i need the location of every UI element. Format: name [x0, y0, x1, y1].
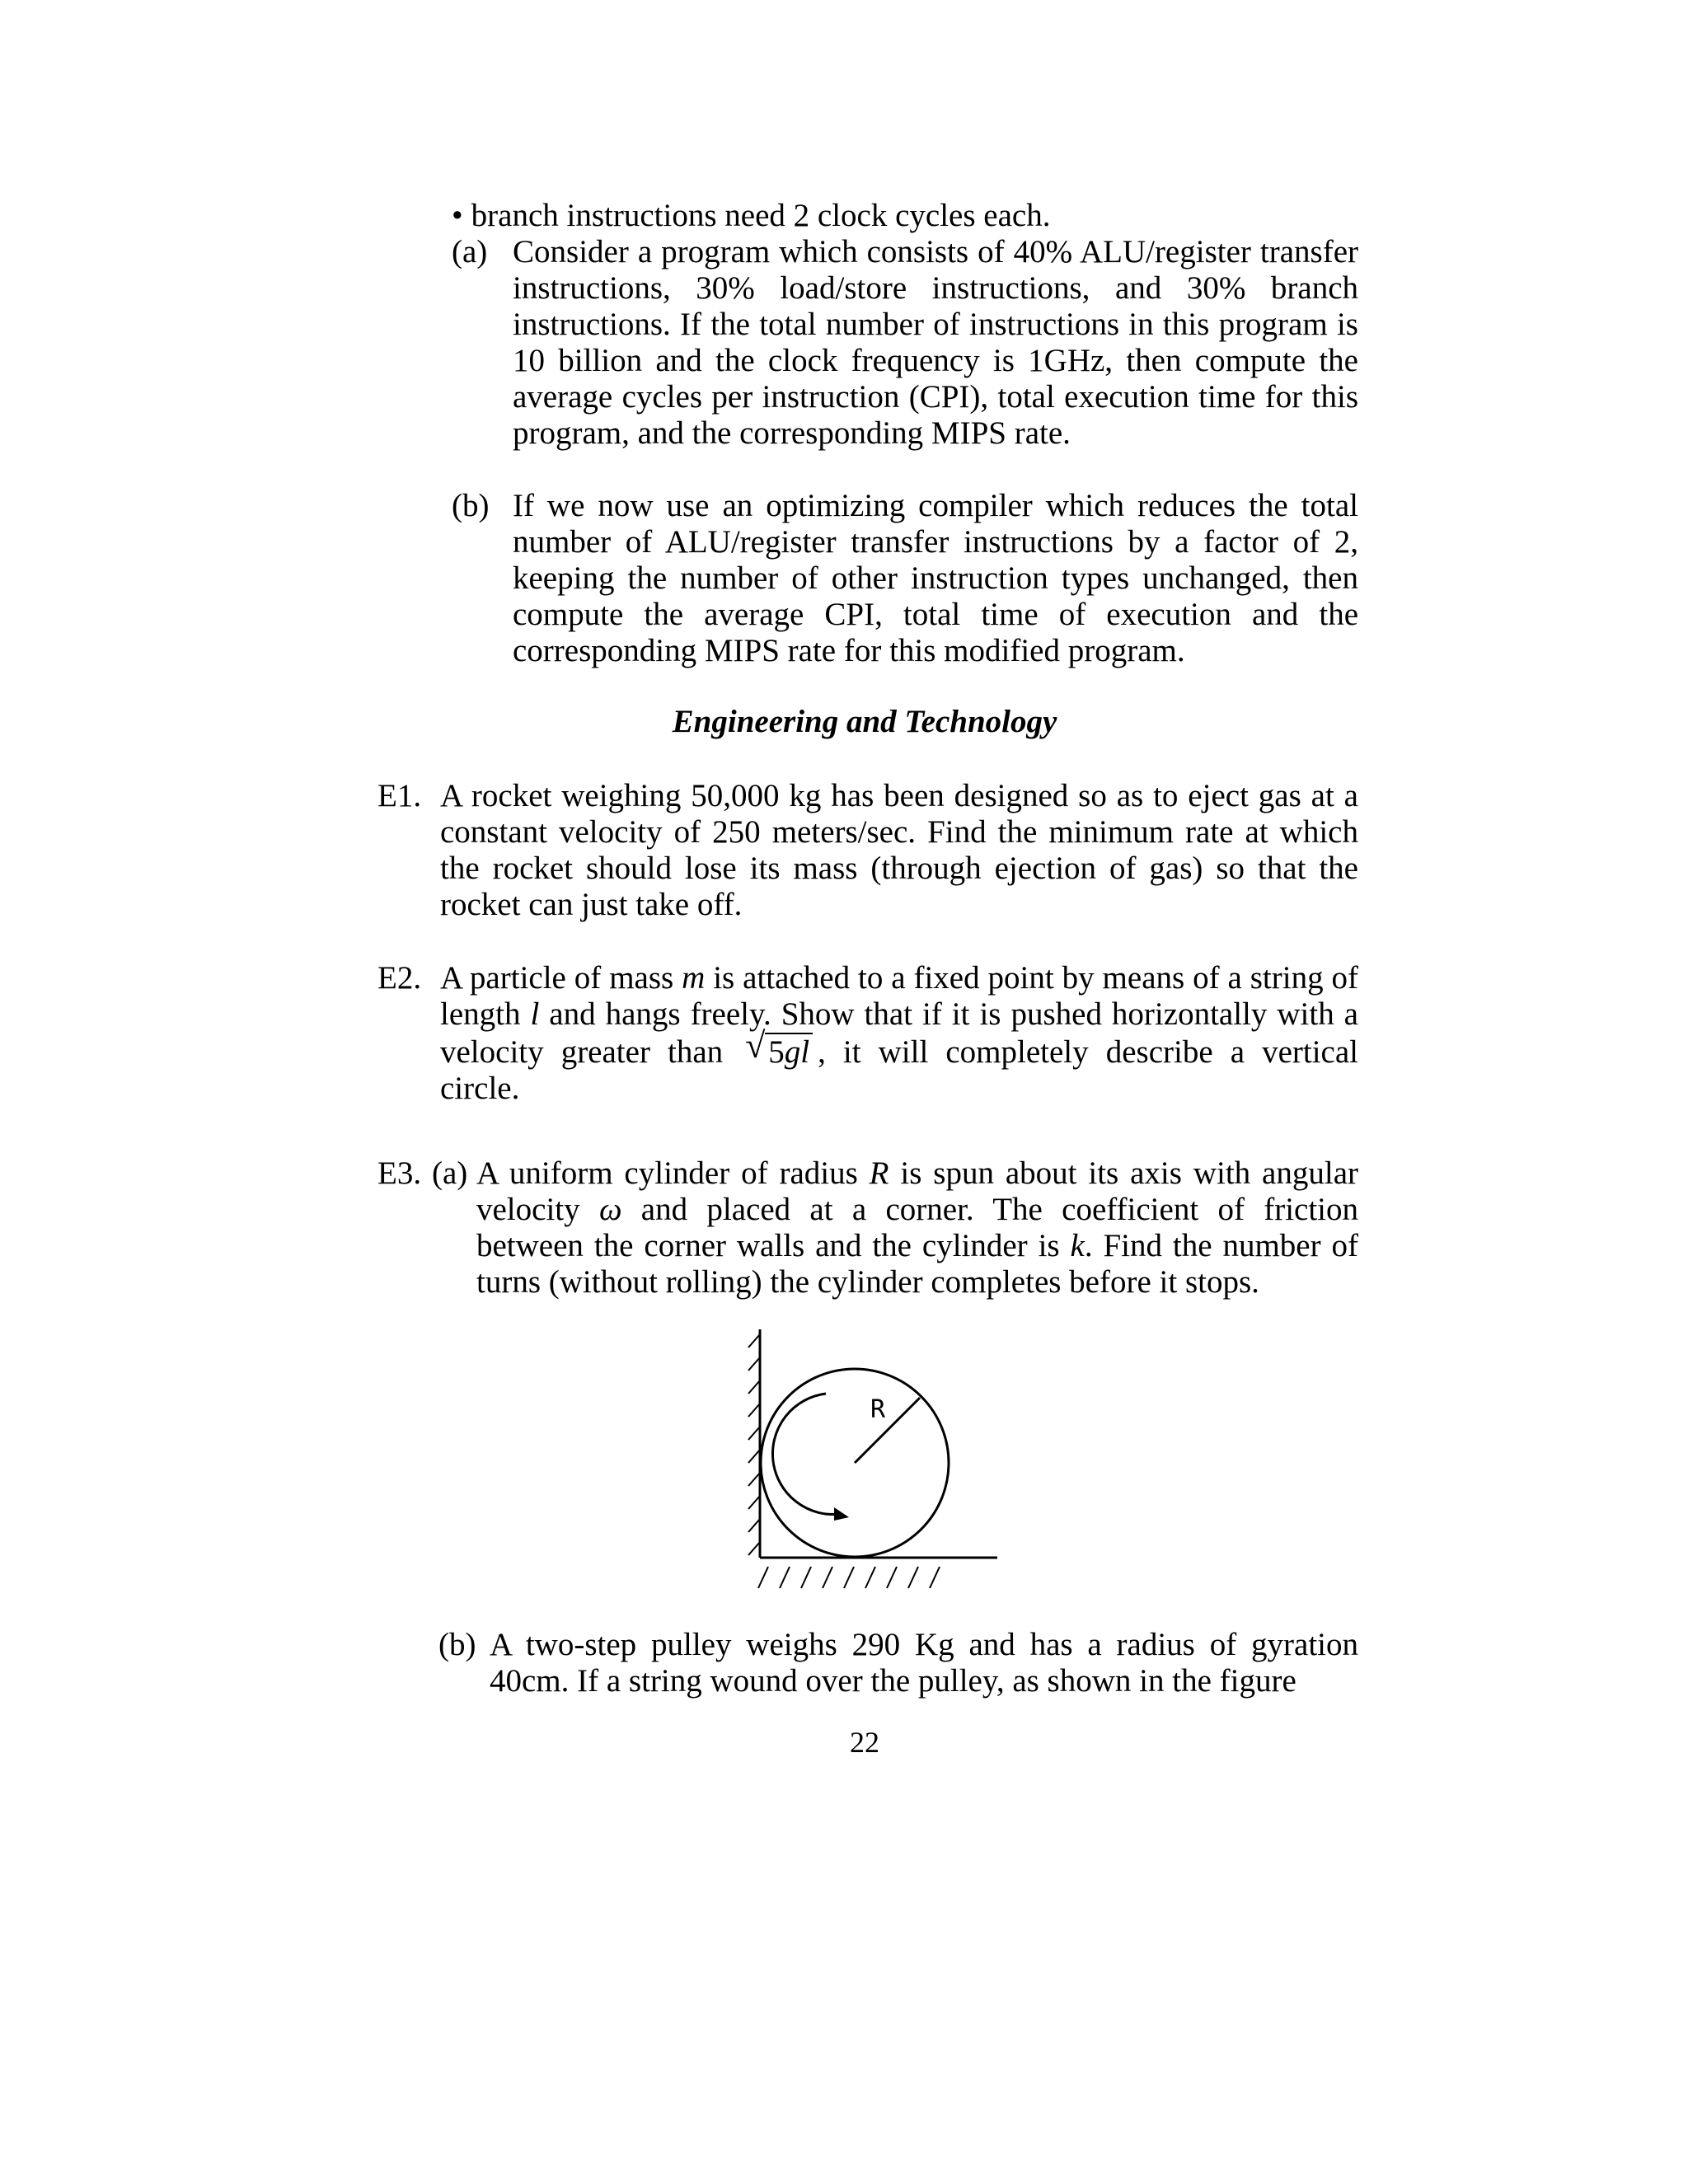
e2-text-1: A particle of mass — [440, 960, 674, 996]
e2-var-l: l — [530, 996, 540, 1032]
e3-a-text — [476, 1155, 1358, 1301]
e2-var-m: m — [682, 960, 706, 996]
e2-text — [440, 960, 1358, 1107]
e3-label: E3. — [377, 1155, 422, 1191]
floor-hatching — [758, 1567, 940, 1588]
part-b-label: (b) — [452, 488, 490, 523]
e1-label: E1. — [377, 778, 422, 813]
question-e3-a — [377, 1155, 1358, 1301]
bullet-mark: • — [452, 198, 463, 233]
part-a-text: Consider a program which consists of 40% ALU/register transfer instructions, 30% load/store instructions, and 30% branch instructions. If the total number of instructions in this program is 10 billion and the clock frequency is 1GHz, then compute the average cycles per instruction (CPI), total execution time for this program, and the corresponding MIPS rate. — [513, 234, 1358, 451]
e2-text-3: and hangs freely. Show that if it is pushed horizontally with a velocity greater than — [440, 996, 1358, 1070]
bullet-item — [452, 198, 1358, 234]
rotation-arrowhead — [834, 1507, 849, 1521]
question-e2 — [377, 960, 1358, 1107]
e3-var-k: k — [1070, 1228, 1085, 1263]
part-b-text: If we now use an optimizing compiler which reduces the total number of ALU/register transfer instructions by a factor of 2, keeping the number of other instruction types unchanged, then compute the average CPI, total time of execution and the corresponding MIPS rate for this modified program. — [513, 488, 1358, 668]
radius-line — [855, 1398, 920, 1463]
e3-var-omega: ω — [598, 1192, 622, 1227]
question-part-b — [452, 488, 1358, 669]
e3-a-label: (a) — [432, 1155, 468, 1191]
bullet-text: branch instructions need 2 clock cycles each. — [471, 198, 1051, 233]
e3-b-label: (b) — [438, 1627, 476, 1662]
sqrt-number: 5 — [768, 1034, 785, 1070]
sqrt-expression — [745, 1025, 813, 1071]
question-e1 — [377, 778, 1358, 923]
e3-a-text-2: is spun about its axis with angular velocity — [476, 1155, 1358, 1227]
page-number: 22 — [850, 1726, 879, 1759]
cylinder-corner-diagram — [725, 1323, 1006, 1603]
e3-a-text-3: and placed at a corner. The coefficient of friction between the corner walls and the cylinder is — [476, 1192, 1359, 1263]
cylinder-corner-figure — [725, 1323, 1006, 1603]
e3-a-text-4: . Find the number of turns (without rolling) the cylinder completes before it stops. — [476, 1228, 1358, 1300]
e3-a-text-1: A uniform cylinder of radius — [476, 1155, 858, 1191]
e2-text-2: is attached to a fixed point by means of a string of length — [440, 960, 1358, 1032]
e1-text: A rocket weighing 50,000 kg has been designed so as to eject gas at a constant velocity of 250 meters/sec. Find the minimum rate at which the rocket should lose its mass (through ejection of gas) so that the rocket can just take off. — [440, 778, 1358, 922]
e3-b-text: A two-step pulley weighs 290 Kg and has a radius of gyration 40cm. If a string wound over the pulley, as shown in the figure — [490, 1627, 1358, 1699]
part-a-label: (a) — [452, 234, 488, 269]
sqrt-variable: gl — [784, 1034, 810, 1070]
sqrt-symbol: √ — [745, 1025, 766, 1066]
e2-label: E2. — [377, 960, 422, 996]
question-e3-b — [438, 1627, 1358, 1699]
e2-text-4: , it will completely describe a vertical circle. — [440, 1034, 1359, 1106]
rotation-arc — [772, 1394, 841, 1515]
section-heading: Engineering and Technology — [672, 704, 1057, 739]
wall-hatching — [748, 1334, 760, 1555]
e3-var-r: R — [869, 1155, 889, 1191]
question-part-a — [452, 234, 1358, 452]
radius-label: R — [870, 1395, 886, 1424]
